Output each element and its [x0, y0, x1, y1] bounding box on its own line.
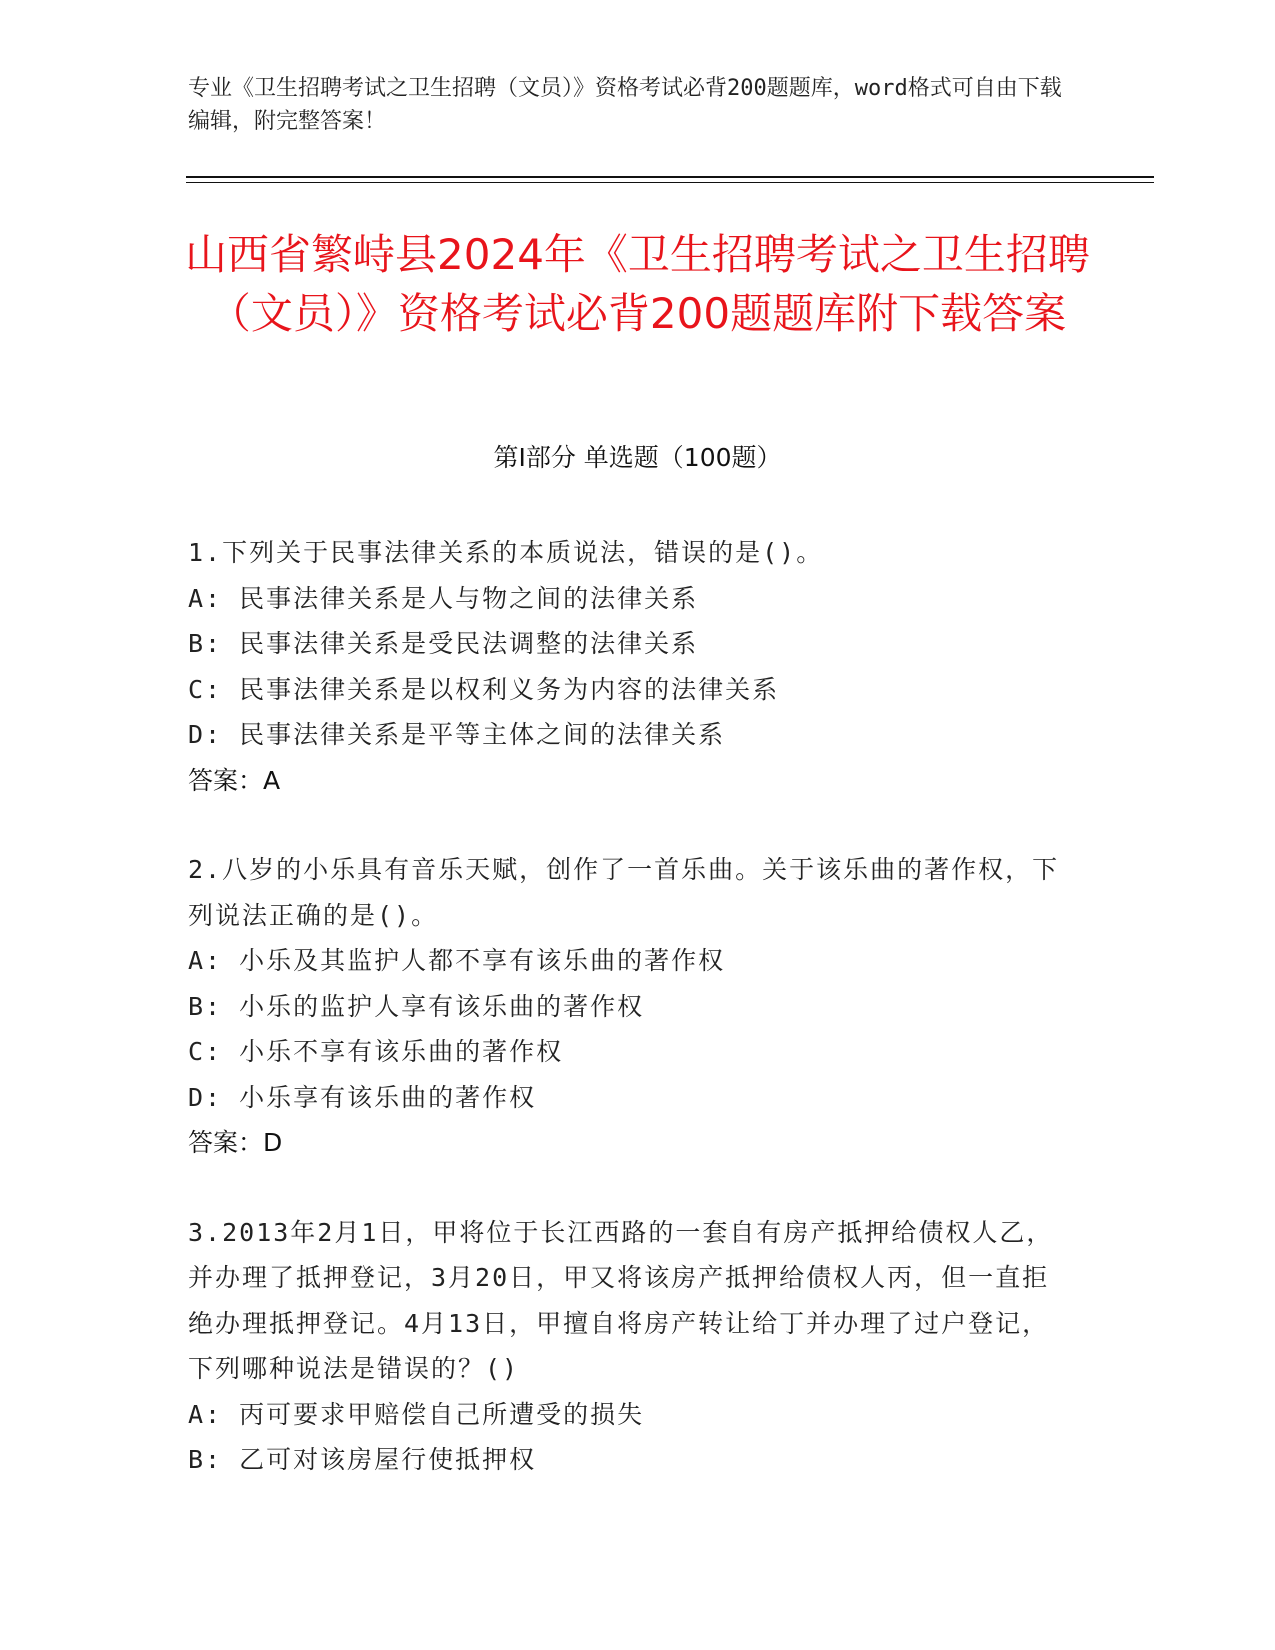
question-stem: 3.2013年2月1日，甲将位于长江西路的一套自有房产抵押给债权人乙，并办理了抵押登记，3月20日，甲又将该房产抵押给债权人丙，但一直拒绝办理抵押登记。4月13日，甲擅自将房产转让给丁并办理了过户登记，下列哪种说法是错误的？(): [188, 1217, 1054, 1383]
option-b: B: 乙可对该房屋行使抵押权: [188, 1445, 537, 1474]
question-item: [188, 1210, 1068, 1483]
option-b: B: 民事法律关系是受民法调整的法律关系: [188, 629, 699, 658]
document-title: 山西省繁峙县2024年《卫生招聘考试之卫生招聘（文员）》资格考试必背200题题库附下载答案: [185, 230, 1090, 338]
question-list: [188, 530, 1068, 1527]
question-item: [188, 847, 1068, 1166]
answer-label: 答案：D: [188, 1128, 283, 1157]
option-c: C: 小乐不享有该乐曲的著作权: [188, 1037, 564, 1066]
header-note: 专业《卫生招聘考试之卫生招聘（文员）》资格考试必背200题题库，word格式可自由下载编辑，附完整答案！: [188, 76, 1062, 134]
section-heading: 第I部分 单选题（100题）: [493, 443, 782, 472]
option-b: B: 小乐的监护人享有该乐曲的著作权: [188, 991, 645, 1021]
question-stem: 2.八岁的小乐具有音乐天赋，创作了一首乐曲。关于该乐曲的著作权，下列说法正确的是()。: [188, 855, 1060, 930]
option-a: A: 丙可要求甲赔偿自己所遭受的损失: [188, 1399, 645, 1429]
option-a: A: 小乐及其监护人都不享有该乐曲的著作权: [188, 946, 726, 975]
question-stem: 1.下列关于民事法律关系的本质说法，错误的是()。: [188, 538, 824, 567]
question-item: [188, 530, 1068, 803]
option-d: D: 民事法律关系是平等主体之间的法律关系: [188, 720, 726, 749]
option-c: C: 民事法律关系是以权利义务为内容的法律关系: [188, 674, 780, 704]
answer-label: 答案：A: [188, 765, 281, 795]
header-rule-thick: [186, 176, 1154, 178]
option-d: D: 小乐享有该乐曲的著作权: [188, 1082, 537, 1112]
option-a: A: 民事法律关系是人与物之间的法律关系: [188, 583, 699, 613]
header-rule-thin: [186, 182, 1154, 183]
